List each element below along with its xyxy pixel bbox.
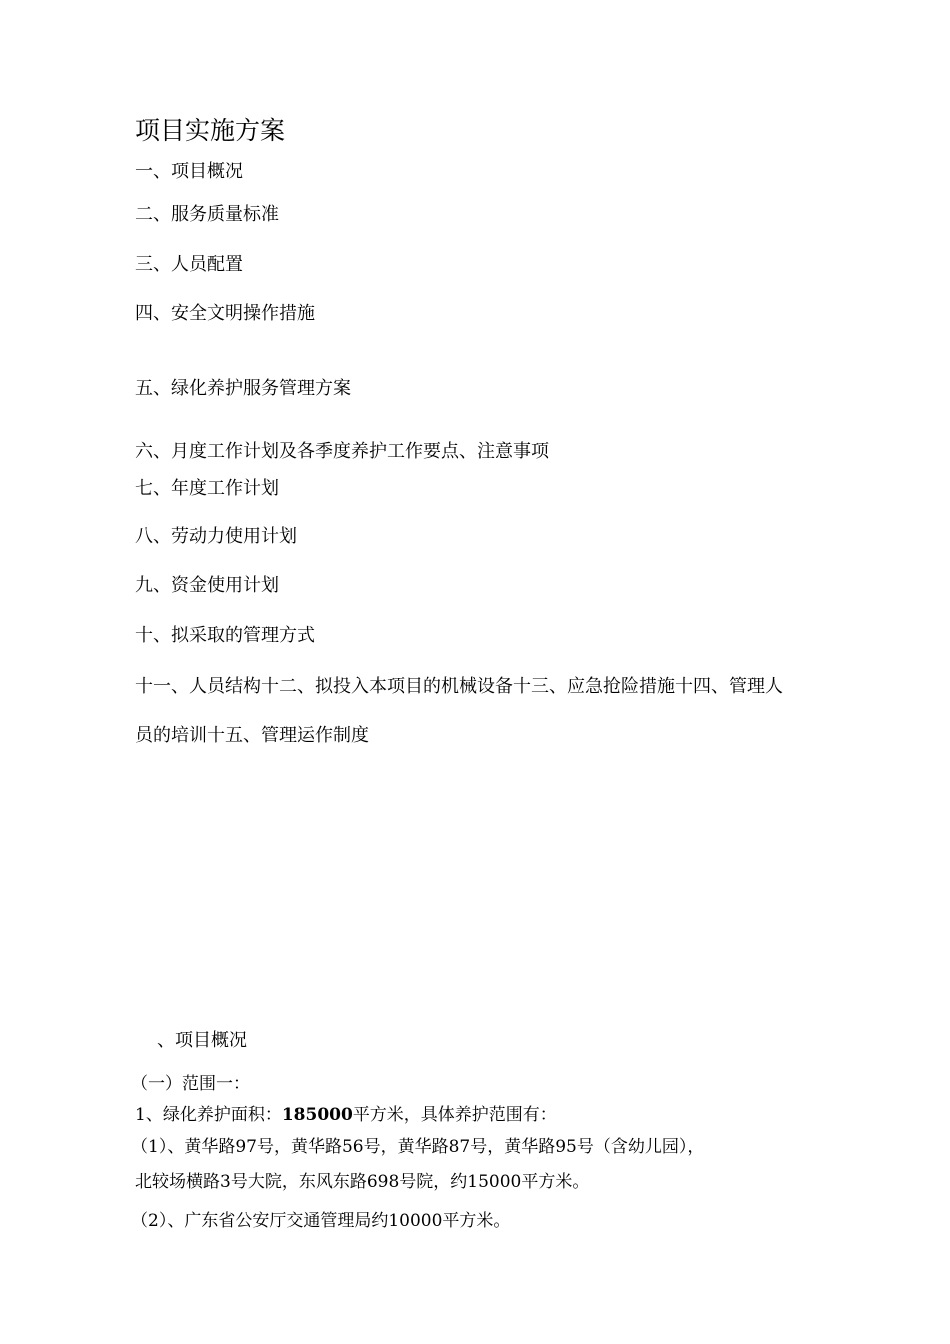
toc-item: 八、劳动力使用计划 [135,526,297,547]
toc-item: 十、拟采取的管理方式 [135,625,315,646]
scope-item-2: （2）、广东省公安厅交通管理局约10000平方米。 [131,1211,511,1231]
toc-item: 十一、人员结构十二、拟投入本项目的机械设备十三、应急抢险措施十四、管理人 [135,676,783,697]
toc-item: 九、资金使用计划 [135,575,279,596]
toc-item: 一、项目概况 [135,161,243,182]
area-value: 185000 [281,1105,353,1125]
scope-label: （一）范围一： [131,1074,250,1094]
document-title: 项目实施方案 [135,116,286,145]
toc-item: 二、服务质量标准 [135,204,279,225]
toc-item: 五、绿化养护服务管理方案 [135,378,351,399]
toc-item: 六、月度工作计划及各季度养护工作要点、注意事项 [135,441,549,462]
area-line [135,1104,557,1126]
toc-item: 四、安全文明操作措施 [135,303,315,324]
area-prefix: 1、绿化养护面积： [135,1105,282,1125]
toc-item: 三、人员配置 [135,254,243,275]
area-suffix: 平方米，具体养护范围有： [352,1105,557,1125]
toc-item: 员的培训十五、管理运作制度 [135,725,369,746]
scope-item-1-line-2: 北较场横路3号大院，东风东路698号院，约15000平方米。 [135,1172,590,1192]
section-heading: 、项目概况 [157,1030,247,1051]
scope-item-1-line-1: （1）、黄华路97号，黄华路56号，黄华路87号，黄华路95号（含幼儿园）， [131,1137,705,1157]
toc-item: 七、年度工作计划 [135,478,279,499]
